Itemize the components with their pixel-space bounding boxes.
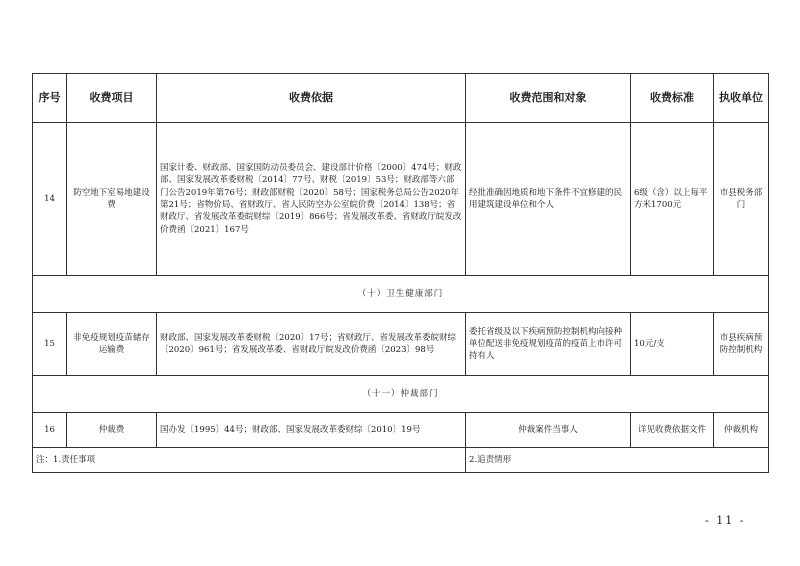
header-basis: 收费依据 [157,74,466,123]
section-title-arbitration: （十一）仲裁部门 [33,376,769,413]
row-unit: 市县税务部门 [714,123,769,276]
section-title-health: （十）卫生健康部门 [33,276,769,313]
row-scope: 委托省级及以下疾病预防控制机构向接种单位配送非免疫规划疫苗的疫苗上市许可持有人 [466,313,631,376]
section-row-arbitration [33,376,769,413]
note-left: 注：1.责任事项 [33,448,466,473]
fee-table [32,73,769,473]
table-header-row [33,74,769,123]
row-unit: 市县疾病预防控制机构 [714,313,769,376]
table-row [33,413,769,448]
header-unit: 执收单位 [714,74,769,123]
row-basis: 国办发〔1995〕44号；财政部、国家发展改革委财综〔2010〕19号 [157,413,466,448]
row-standard: 详见收费依据文件 [631,413,714,448]
row-scope: 经批准确因地质和地下条件不宜修建的民用建筑建设单位和个人 [466,123,631,276]
row-standard: 10元/支 [631,313,714,376]
row-item: 非免疫规划疫苗储存运输费 [67,313,157,376]
row-no: 15 [33,313,67,376]
header-scope: 收费范围和对象 [466,74,631,123]
note-right: 2.追责情形 [466,448,769,473]
row-item: 防空地下室易地建设费 [67,123,157,276]
header-item: 收费项目 [67,74,157,123]
row-standard: 6级（含）以上每平方米1700元 [631,123,714,276]
header-standard: 收费标准 [631,74,714,123]
row-no: 14 [33,123,67,276]
page-number: - 11 - [705,514,746,527]
row-no: 16 [33,413,67,448]
header-no: 序号 [33,74,67,123]
table-row [33,313,769,376]
notes-row [33,448,769,473]
table-row [33,123,769,276]
section-row-health [33,276,769,313]
row-scope: 仲裁案件当事人 [466,413,631,448]
row-item: 仲裁费 [67,413,157,448]
row-basis: 财政部、国家发展改革委财税〔2020〕17号；省财政厅、省发展改革委皖财综〔2020〕961号；省发展改革委、省财政厅皖发改价费函〔2023〕98号 [157,313,466,376]
row-basis: 国家计委、财政部、国家国防动员委员会、建设部计价格〔2000〕474号；财政部、国家发展改革委财税〔2014〕77号、财税〔2019〕53号；财政部等六部门公告2019年第76号；财政部财税〔2020〕58号；国家税务总局公告2020年第21号；省物价局、省财政厅、省人民防空办公室皖价费〔2014〕138号；省财政厅、省发展改革委皖财综〔2019〕866号；省发展改革委、省财政厅皖发改价费函〔2021〕167号 [157,123,466,276]
row-unit: 仲裁机构 [714,413,769,448]
